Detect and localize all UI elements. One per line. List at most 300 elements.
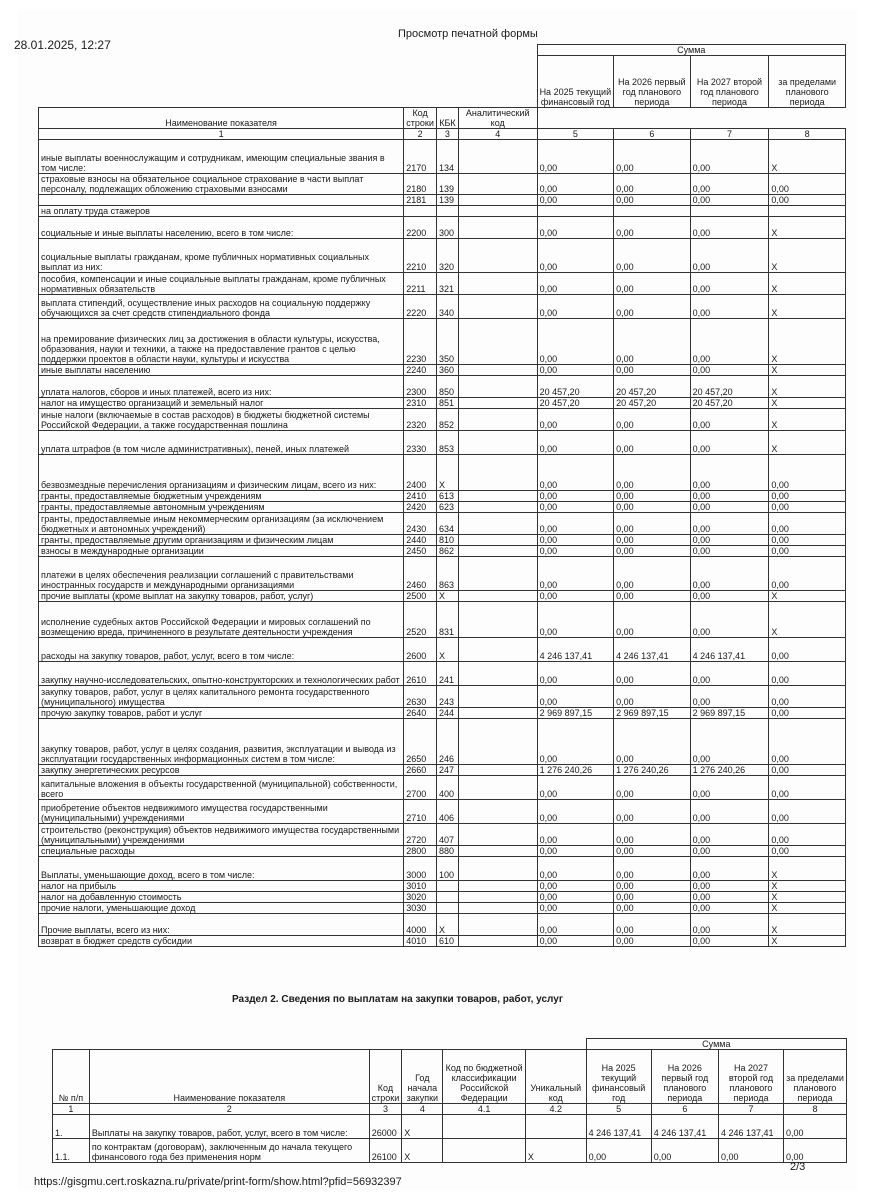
table-row <box>39 686 846 708</box>
row-code: 2600 <box>404 638 437 662</box>
column-numbers-row <box>39 129 846 140</box>
row-name: прочие налоги, уменьшающие доход <box>39 903 404 914</box>
row-analytic <box>458 491 537 502</box>
row-value-2027: 0,00 <box>690 455 769 491</box>
row-analytic <box>458 376 537 398</box>
row-value-beyond: X <box>769 239 846 273</box>
row-code: 2310 <box>404 398 437 409</box>
row-code: 2700 <box>404 776 437 800</box>
row-name: Выплаты на закупку товаров, работ, услуг, всего в том числе: <box>89 1115 369 1139</box>
row-value-2027: 0,00 <box>690 557 769 591</box>
row-value-2027: 0,00 <box>690 892 769 903</box>
row-name: гранты, предоставляемые автономным учреждениям <box>39 502 404 513</box>
row-value-2025: 0,00 <box>537 776 614 800</box>
row-name: капитальные вложения в объекты государственной (муниципальной) собственности, всего <box>39 776 404 800</box>
row-kbk: 360 <box>437 365 459 376</box>
row-analytic <box>458 892 537 903</box>
row-value-2026: 0,00 <box>614 903 691 914</box>
footer-url: https://gisgmu.cert.roskazna.ru/private/print-form/show.html?pfid=56932397 <box>34 1176 402 1188</box>
col-kbk-header-2: Код по бюджетной классификации Российской Федерации <box>443 1050 525 1104</box>
table-row <box>39 140 846 174</box>
row-value-beyond: 0,00 <box>769 195 846 206</box>
row-value-2027: 0,00 <box>690 903 769 914</box>
table-row <box>39 708 846 719</box>
row-value-beyond: X <box>769 295 846 319</box>
row-value-2025: 0,00 <box>537 365 614 376</box>
colnum: 5 <box>586 1104 651 1115</box>
row-code: 2630 <box>404 686 437 708</box>
row-value-2027: 0,00 <box>690 800 769 824</box>
row-value-2026: 4 246 137,41 <box>651 1115 718 1139</box>
row-value-2025: 0,00 <box>537 602 614 638</box>
row-name: налог на добавленную стоимость <box>39 892 404 903</box>
row-kbk: 851 <box>437 398 459 409</box>
col-analytic-header: Аналитический код <box>458 108 537 129</box>
row-kbk: 139 <box>437 195 459 206</box>
row-value-beyond: X <box>769 881 846 892</box>
row-analytic <box>458 557 537 591</box>
table-row <box>39 765 846 776</box>
col-unique-header: Уникальный код <box>525 1050 586 1104</box>
row-name: Прочие выплаты, всего из них: <box>39 914 404 936</box>
row-analytic <box>458 546 537 557</box>
row-value-beyond: 0,00 <box>769 719 846 765</box>
colnum: 7 <box>690 129 769 140</box>
row-name: закупку научно-исследовательских, опытно-конструкторских и технологических работ <box>39 662 404 686</box>
table-row <box>39 881 846 892</box>
row-value-beyond: 0,00 <box>769 638 846 662</box>
row-value-beyond: 0,00 <box>769 686 846 708</box>
row-value-2026: 0,00 <box>614 319 691 365</box>
row-name: гранты, предоставляемые иным некоммерческим организациям (за исключением бюджетных и автономных учреждений) <box>39 513 404 535</box>
row-value-2027: 0,00 <box>690 857 769 881</box>
colnum: 1 <box>53 1104 90 1115</box>
table-row <box>39 502 846 513</box>
col-name-header: Наименование показателя <box>39 108 404 129</box>
row-value-2025: 0,00 <box>537 319 614 365</box>
row-code: 2230 <box>404 319 437 365</box>
row-value-2025: 0,00 <box>537 914 614 936</box>
sum-header-2: Сумма <box>586 1039 846 1050</box>
row-value-2025: 0,00 <box>537 800 614 824</box>
row-analytic <box>458 273 537 295</box>
row-value-2026: 0,00 <box>614 662 691 686</box>
row-analytic <box>458 206 537 217</box>
row-code: 2400 <box>404 455 437 491</box>
col-name-header-2: Наименование показателя <box>89 1050 369 1104</box>
row-value-2027: 0,00 <box>718 1139 783 1163</box>
row-value-2027: 1 276 240,26 <box>690 765 769 776</box>
row-value-2027: 4 246 137,41 <box>718 1115 783 1139</box>
row-value-2027: 0,00 <box>690 824 769 846</box>
row-code: 2300 <box>404 376 437 398</box>
row-code: 26000 <box>369 1115 402 1139</box>
colnum: 7 <box>718 1104 783 1115</box>
row-value-2026: 0,00 <box>614 273 691 295</box>
row-kbk: X <box>437 914 459 936</box>
row-value-beyond: 0,00 <box>784 1115 847 1139</box>
row-analytic <box>458 239 537 273</box>
row-value-2026: 0,00 <box>614 846 691 857</box>
row-kbk <box>437 206 459 217</box>
row-kbk: 863 <box>437 557 459 591</box>
row-value-2026: 2 969 897,15 <box>614 708 691 719</box>
row-year: X <box>402 1115 443 1139</box>
row-name: на премирование физических лиц за достижения в области культуры, искусства, образования, науки и техники, а также на предоставление грантов с целью поддержки проектов в области науки, культуры и искусства <box>39 319 404 365</box>
row-name: возврат в бюджет средств субсидии <box>39 936 404 947</box>
row-value-2027: 0,00 <box>690 239 769 273</box>
row-code: 2650 <box>404 719 437 765</box>
row-kbk: 400 <box>437 776 459 800</box>
table-row <box>39 557 846 591</box>
table-row <box>39 591 846 602</box>
sum-header: Сумма <box>537 45 845 56</box>
row-value-2025: 4 246 137,41 <box>586 1115 651 1139</box>
row-value-2026: 4 246 137,41 <box>614 638 691 662</box>
row-code: 3020 <box>404 892 437 903</box>
table-row <box>39 455 846 491</box>
row-name: безвозмездные перечисления организациям и физическим лицам, всего из них: <box>39 455 404 491</box>
row-value-2026: 0,00 <box>614 892 691 903</box>
row-value-2027: 0,00 <box>690 662 769 686</box>
row-value-2025: 0,00 <box>537 273 614 295</box>
row-value-2025: 0,00 <box>537 903 614 914</box>
colnum: 1 <box>39 129 404 140</box>
row-analytic <box>458 914 537 936</box>
row-kbk: 241 <box>437 662 459 686</box>
row-code: 3000 <box>404 857 437 881</box>
row-name: прочие выплаты (кроме выплат на закупку товаров, работ, услуг) <box>39 591 404 602</box>
row-value-beyond: X <box>769 602 846 638</box>
row-value-2026: 1 276 240,26 <box>614 765 691 776</box>
row-analytic <box>458 708 537 719</box>
row-value-2025: 0,00 <box>537 936 614 947</box>
row-value-2026: 0,00 <box>614 557 691 591</box>
row-name: Выплаты, уменьшающие доход, всего в том числе: <box>39 857 404 881</box>
row-value-2026: 0,00 <box>614 546 691 557</box>
row-unique-code: X <box>525 1139 586 1163</box>
row-code: 2180 <box>404 174 437 195</box>
row-name: закупку товаров, работ, услуг в целях создания, развития, эксплуатации и вывода из эксплуатации государственных информационных систем в том числе: <box>39 719 404 765</box>
row-analytic <box>458 800 537 824</box>
row-kbk: 247 <box>437 765 459 776</box>
row-value-2025: 2 969 897,15 <box>537 708 614 719</box>
procurement-table <box>52 1038 847 1163</box>
row-value-beyond: 0,00 <box>769 557 846 591</box>
row-value-beyond: X <box>769 903 846 914</box>
row-code: 4010 <box>404 936 437 947</box>
row-name: приобретение объектов недвижимого имущества государственными (муниципальными) учреждениями <box>39 800 404 824</box>
table-row <box>39 602 846 638</box>
row-analytic <box>458 765 537 776</box>
row-kbk: X <box>437 455 459 491</box>
col-code-header-2: Код строки <box>369 1050 402 1104</box>
colnum: 2 <box>89 1104 369 1115</box>
row-kbk: 243 <box>437 686 459 708</box>
row-value-2027: 20 457,20 <box>690 398 769 409</box>
row-kbk: 100 <box>437 857 459 881</box>
row-value-beyond: X <box>769 273 846 295</box>
colnum: 4.1 <box>443 1104 525 1115</box>
row-value-beyond: 0,00 <box>769 708 846 719</box>
table-row <box>39 936 846 947</box>
row-value-2027: 0,00 <box>690 602 769 638</box>
row-analytic <box>458 455 537 491</box>
row-kbk: 320 <box>437 239 459 273</box>
row-code: 2170 <box>404 140 437 174</box>
row-value-2025: 0,00 <box>537 546 614 557</box>
row-value-beyond: X <box>769 914 846 936</box>
colnum: 4 <box>402 1104 443 1115</box>
row-value-2027: 0,00 <box>690 491 769 502</box>
row-value-2025: 0,00 <box>537 591 614 602</box>
row-value-2026: 0,00 <box>614 824 691 846</box>
row-name: специальные расходы <box>39 846 404 857</box>
row-value-beyond: 0,00 <box>784 1139 847 1163</box>
row-kbk: X <box>437 591 459 602</box>
row-value-2027: 0,00 <box>690 776 769 800</box>
row-value-2025: 0,00 <box>537 513 614 535</box>
row-value-2027: 0,00 <box>690 686 769 708</box>
colnum: 4.2 <box>525 1104 586 1115</box>
row-code: 2211 <box>404 273 437 295</box>
table-row <box>39 800 846 824</box>
row-value-2025: 20 457,20 <box>537 376 614 398</box>
table-row <box>39 776 846 800</box>
table-row <box>39 195 846 206</box>
row-value-2025: 0,00 <box>537 140 614 174</box>
row-value-2025: 0,00 <box>537 502 614 513</box>
row-value-2027: 0,00 <box>690 431 769 455</box>
row-value-2027: 0,00 <box>690 174 769 195</box>
row-unique-code <box>525 1115 586 1139</box>
table-row <box>39 491 846 502</box>
row-analytic <box>458 513 537 535</box>
row-code: 2240 <box>404 365 437 376</box>
row-kbk: 850 <box>437 376 459 398</box>
row-name: иные налоги (включаемые в состав расходов) в бюджеты бюджетной системы Российской Федерации, а также государственная пошлина <box>39 409 404 431</box>
row-kbk: 244 <box>437 708 459 719</box>
row-value-beyond: 0,00 <box>769 174 846 195</box>
row-value-2025: 0,00 <box>537 535 614 546</box>
row-analytic <box>458 936 537 947</box>
row-value-2026: 0,00 <box>614 602 691 638</box>
row-value-beyond: 0,00 <box>769 535 846 546</box>
row-value-2025: 1 276 240,26 <box>537 765 614 776</box>
row-value-2027: 0,00 <box>690 273 769 295</box>
row-kbk: 246 <box>437 719 459 765</box>
row-code: 2720 <box>404 824 437 846</box>
table-row <box>39 662 846 686</box>
row-analytic <box>458 140 537 174</box>
row-kbk: 810 <box>437 535 459 546</box>
row-analytic <box>458 846 537 857</box>
row-value-beyond: X <box>769 319 846 365</box>
row-kbk: 623 <box>437 502 459 513</box>
row-value-2026: 0,00 <box>614 239 691 273</box>
row-value-2026: 0,00 <box>614 174 691 195</box>
row-value-2025: 0,00 <box>537 174 614 195</box>
row-value-beyond: 0,00 <box>769 662 846 686</box>
row-value-beyond: 0,00 <box>769 824 846 846</box>
row-name: расходы на закупку товаров, работ, услуг, всего в том числе: <box>39 638 404 662</box>
row-value-beyond: 0,00 <box>769 546 846 557</box>
table-row <box>39 319 846 365</box>
col-kbk-header: КБК <box>437 108 459 129</box>
row-name: налог на имущество организаций и земельный налог <box>39 398 404 409</box>
row-value-beyond: X <box>769 857 846 881</box>
row-value-2025: 0,00 <box>537 491 614 502</box>
row-name: взносы в международные организации <box>39 546 404 557</box>
row-num: 1.1. <box>53 1139 90 1163</box>
row-name: закупку товаров, работ, услуг в целях капитального ремонта государственного (муниципального) имущества <box>39 686 404 708</box>
table-row <box>39 914 846 936</box>
row-value-2026: 0,00 <box>614 502 691 513</box>
row-value-2025: 0,00 <box>537 295 614 319</box>
row-code: 4000 <box>404 914 437 936</box>
row-value-2026: 0,00 <box>614 686 691 708</box>
row-name: по контрактам (договорам), заключенным до начала текущего финансового года без применения норм <box>89 1139 369 1163</box>
row-value-2026: 0,00 <box>614 295 691 319</box>
colnum: 3 <box>369 1104 402 1115</box>
row-value-2027: 0,00 <box>690 319 769 365</box>
row-kbk: 134 <box>437 140 459 174</box>
row-value-2025: 0,00 <box>537 195 614 206</box>
row-value-beyond: X <box>769 431 846 455</box>
table-row <box>53 1139 847 1163</box>
row-code: 2220 <box>404 295 437 319</box>
section-2-title: Раздел 2. Сведения по выплатам на закупки товаров, работ, услуг <box>232 994 563 1005</box>
row-analytic <box>458 365 537 376</box>
row-code <box>404 206 437 217</box>
row-value-2026: 0,00 <box>614 431 691 455</box>
table-row <box>39 903 846 914</box>
row-value-2027: 0,00 <box>690 914 769 936</box>
colnum: 6 <box>614 129 691 140</box>
row-kbk: 880 <box>437 846 459 857</box>
row-analytic <box>458 535 537 546</box>
row-value-2025: 4 246 137,41 <box>537 638 614 662</box>
row-value-2026: 0,00 <box>614 881 691 892</box>
row-value-2027: 0,00 <box>690 295 769 319</box>
row-num: 1. <box>53 1115 90 1139</box>
table-row <box>39 719 846 765</box>
table-row <box>39 824 846 846</box>
row-code: 2660 <box>404 765 437 776</box>
table-row <box>39 376 846 398</box>
row-value-2027: 0,00 <box>690 591 769 602</box>
table-row <box>39 206 846 217</box>
row-analytic <box>458 776 537 800</box>
row-code: 2640 <box>404 708 437 719</box>
colnum: 4 <box>458 129 537 140</box>
table-row <box>39 546 846 557</box>
row-value-2025: 0,00 <box>537 719 614 765</box>
row-analytic <box>458 591 537 602</box>
table-row <box>39 846 846 857</box>
col-2026-header-2: На 2026 первый год планового периода <box>651 1050 718 1104</box>
row-name: социальные выплаты гражданам, кроме публичных нормативных социальных выплат из них: <box>39 239 404 273</box>
row-code: 2610 <box>404 662 437 686</box>
row-kbk: 613 <box>437 491 459 502</box>
row-value-2027: 2 969 897,15 <box>690 708 769 719</box>
row-analytic <box>458 195 537 206</box>
table-row <box>39 535 846 546</box>
row-analytic <box>458 174 537 195</box>
row-value-2027: 0,00 <box>690 502 769 513</box>
row-year: X <box>402 1139 443 1163</box>
row-code: 26100 <box>369 1139 402 1163</box>
col-2027-header: На 2027 второй год планового периода <box>690 56 769 108</box>
row-value-beyond: X <box>769 398 846 409</box>
row-kbk: 340 <box>437 295 459 319</box>
row-value-2025: 0,00 <box>537 431 614 455</box>
row-analytic <box>458 295 537 319</box>
row-name: иные выплаты военнослужащим и сотрудникам, имеющим специальные звания в том числе: <box>39 140 404 174</box>
row-value-2026: 0,00 <box>614 857 691 881</box>
row-value-beyond: X <box>769 591 846 602</box>
row-name: иные выплаты населению <box>39 365 404 376</box>
row-kbk: 634 <box>437 513 459 535</box>
row-value-2027: 20 457,20 <box>690 376 769 398</box>
row-value-2025: 0,00 <box>537 892 614 903</box>
row-analytic <box>458 602 537 638</box>
row-value-2025: 20 457,20 <box>537 398 614 409</box>
row-analytic <box>458 881 537 892</box>
row-code: 2210 <box>404 239 437 273</box>
row-value-2026: 0,00 <box>614 914 691 936</box>
row-value-2025 <box>537 206 614 217</box>
table-row <box>53 1115 847 1139</box>
colnum: 8 <box>769 129 846 140</box>
col-beyond-header-2: за пределами планового периода <box>784 1050 847 1104</box>
row-name: гранты, предоставляемые другим организациям и физическим лицам <box>39 535 404 546</box>
col-2027-header-2: На 2027 второй год планового периода <box>718 1050 783 1104</box>
row-analytic <box>458 719 537 765</box>
expenses-table <box>38 44 846 947</box>
row-kbk: 350 <box>437 319 459 365</box>
row-value-beyond: 0,00 <box>769 765 846 776</box>
row-value-beyond: 0,00 <box>769 846 846 857</box>
row-value-2025: 0,00 <box>537 846 614 857</box>
page-number: 2/3 <box>790 1161 806 1173</box>
row-value-2027: 0,00 <box>690 881 769 892</box>
row-analytic <box>458 217 537 239</box>
row-value-beyond: 0,00 <box>769 800 846 824</box>
row-code: 2520 <box>404 602 437 638</box>
row-value-2027: 0,00 <box>690 217 769 239</box>
row-kbk: X <box>437 638 459 662</box>
table-row <box>39 513 846 535</box>
col-beyond-header: за пределами планового периода <box>769 56 846 108</box>
row-name: страховые взносы на обязательное социальное страхование в части выплат персоналу, подлежащих обложению страховыми взносами <box>39 174 404 195</box>
row-analytic <box>458 502 537 513</box>
row-code: 3010 <box>404 881 437 892</box>
row-value-beyond: 0,00 <box>769 513 846 535</box>
row-value-2027: 0,00 <box>690 140 769 174</box>
table-row <box>39 174 846 195</box>
row-code: 2800 <box>404 846 437 857</box>
row-value-2026: 0,00 <box>614 491 691 502</box>
row-value-beyond: 0,00 <box>769 502 846 513</box>
row-name: закупку энергетических ресурсов <box>39 765 404 776</box>
row-code: 2200 <box>404 217 437 239</box>
col-num-header: № п/п <box>53 1050 90 1104</box>
row-value-2026: 0,00 <box>614 591 691 602</box>
row-value-beyond <box>769 206 846 217</box>
row-kbk: 610 <box>437 936 459 947</box>
row-name: уплата налогов, сборов и иных платежей, всего из них: <box>39 376 404 398</box>
